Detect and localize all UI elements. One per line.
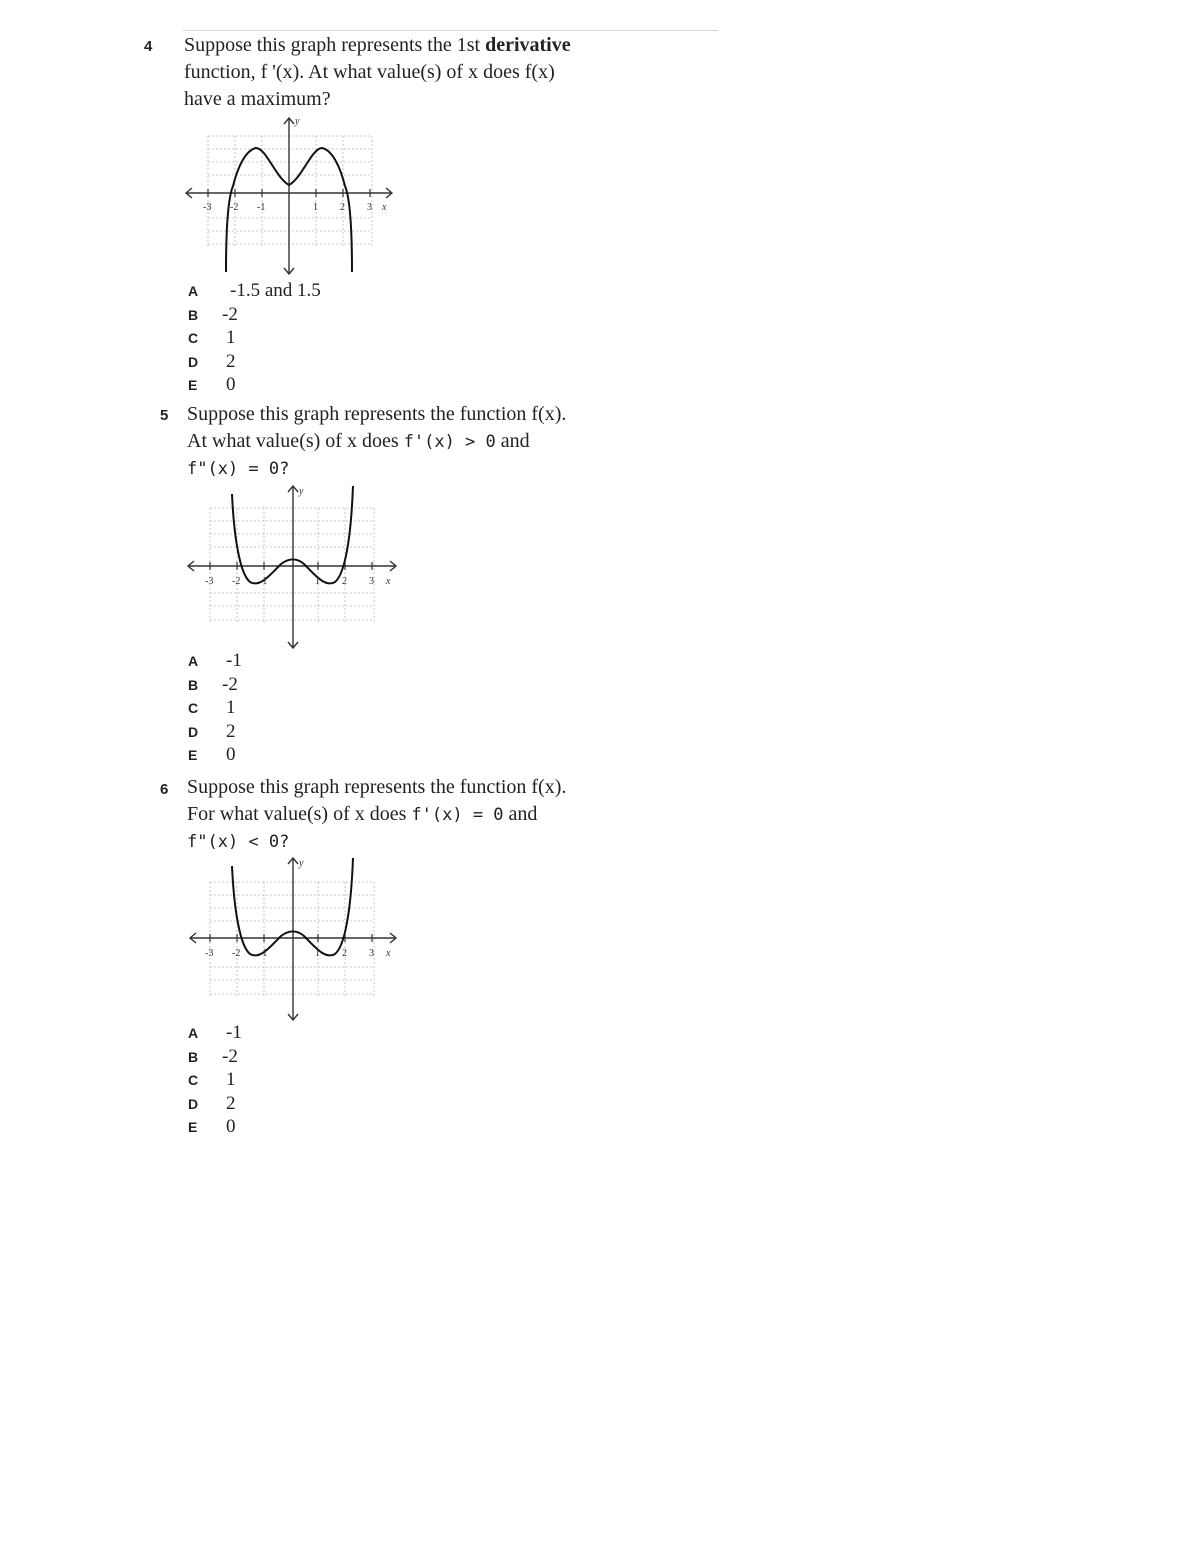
x-axis-label: x (386, 948, 391, 959)
choice-text: -1.5 and 1.5 (230, 280, 321, 301)
y-axis-label: y (295, 116, 300, 127)
choice-text: 0 (226, 744, 236, 765)
tick-label-neg1: -1 (259, 576, 268, 587)
tick-label-neg3: -3 (205, 948, 214, 959)
choice-text: 0 (226, 374, 236, 395)
choice-letter: D (188, 353, 199, 370)
x-axis-label: x (386, 576, 391, 587)
choice-text: 2 (226, 1092, 236, 1114)
choice-text: -2 (222, 1045, 238, 1067)
question-4-prompt (184, 32, 571, 113)
question-4-number: 4 (144, 38, 153, 55)
question-6-number: 6 (160, 781, 169, 798)
question-6-line1: Suppose this graph represents the function f(x). (187, 776, 567, 798)
question-4-line2: function, f '(x). At what value(s) of x does f(x) (184, 61, 555, 83)
choice-letter: A (188, 1025, 199, 1041)
tick-label-3: 3 (367, 202, 372, 213)
choice-letter: C (188, 330, 199, 346)
question-6-condition-1: f'(x) = 0 (411, 805, 504, 825)
choice-letter: B (188, 306, 199, 323)
question-4-graph (176, 106, 406, 284)
question-4-line3: have a maximum? (184, 88, 331, 110)
question-6-graph (176, 852, 406, 1027)
tick-label-neg3: -3 (203, 202, 212, 213)
question-6-and: and (503, 803, 538, 825)
tick-label-neg1: -1 (257, 202, 266, 213)
choice-text: 1 (226, 1069, 236, 1090)
choice-text: -1 (226, 650, 242, 671)
choice-text: 2 (226, 350, 236, 372)
tick-label-2: 2 (340, 202, 345, 213)
question-4-bold-term: derivative (485, 34, 571, 56)
tick-label-neg2: -2 (232, 948, 241, 959)
choice-letter: D (188, 723, 199, 740)
tick-label-1: 1 (315, 948, 320, 959)
choice-letter: B (188, 1048, 199, 1065)
choice-letter: E (188, 1119, 198, 1135)
question-6-line2: For what value(s) of x does (187, 803, 412, 825)
tick-label-neg3: -3 (205, 576, 214, 587)
tick-label-3: 3 (369, 576, 374, 587)
choice-letter: D (188, 1095, 199, 1112)
x-axis-label: x (382, 202, 387, 213)
choice-text: -2 (222, 673, 238, 695)
question-5-graph (176, 478, 406, 653)
tick-label-neg1: -1 (259, 948, 268, 959)
question-6-condition-2: f"(x) < 0? (187, 832, 290, 852)
question-5-prompt (187, 401, 566, 483)
y-axis-label: y (299, 858, 304, 869)
question-5-number: 5 (160, 407, 169, 424)
choice-letter: C (188, 1072, 199, 1088)
question-4-line1: Suppose this graph represents the 1st (184, 34, 486, 56)
tick-label-2: 2 (342, 948, 347, 959)
y-axis-label: y (299, 486, 304, 497)
tick-label-3: 3 (369, 948, 374, 959)
tick-label-2: 2 (342, 576, 347, 587)
choice-letter: E (188, 747, 198, 763)
choice-letter: E (188, 377, 198, 393)
question-6-prompt (187, 774, 566, 856)
choice-letter: A (188, 653, 199, 669)
tick-label-neg2: -2 (230, 202, 239, 213)
choice-letter: C (188, 700, 199, 716)
question-5-line2: At what value(s) of x does (187, 430, 404, 452)
choice-text: -2 (222, 303, 238, 325)
choice-text: 1 (226, 697, 236, 718)
question-5-condition-2: f"(x) = 0? (187, 459, 290, 479)
page-top-rule (183, 30, 718, 31)
choice-letter: A (188, 283, 199, 299)
choice-text: 2 (226, 720, 236, 742)
tick-label-1: 1 (315, 576, 320, 587)
choice-text: 0 (226, 1116, 236, 1137)
question-5-condition-1: f'(x) > 0 (403, 432, 496, 452)
question-5-and: and (495, 430, 530, 452)
question-5-line1: Suppose this graph represents the function f(x). (187, 403, 567, 425)
choice-text: -1 (226, 1022, 242, 1043)
tick-label-neg2: -2 (232, 576, 241, 587)
choice-letter: B (188, 676, 199, 693)
choice-text: 1 (226, 327, 236, 348)
tick-label-1: 1 (313, 202, 318, 213)
